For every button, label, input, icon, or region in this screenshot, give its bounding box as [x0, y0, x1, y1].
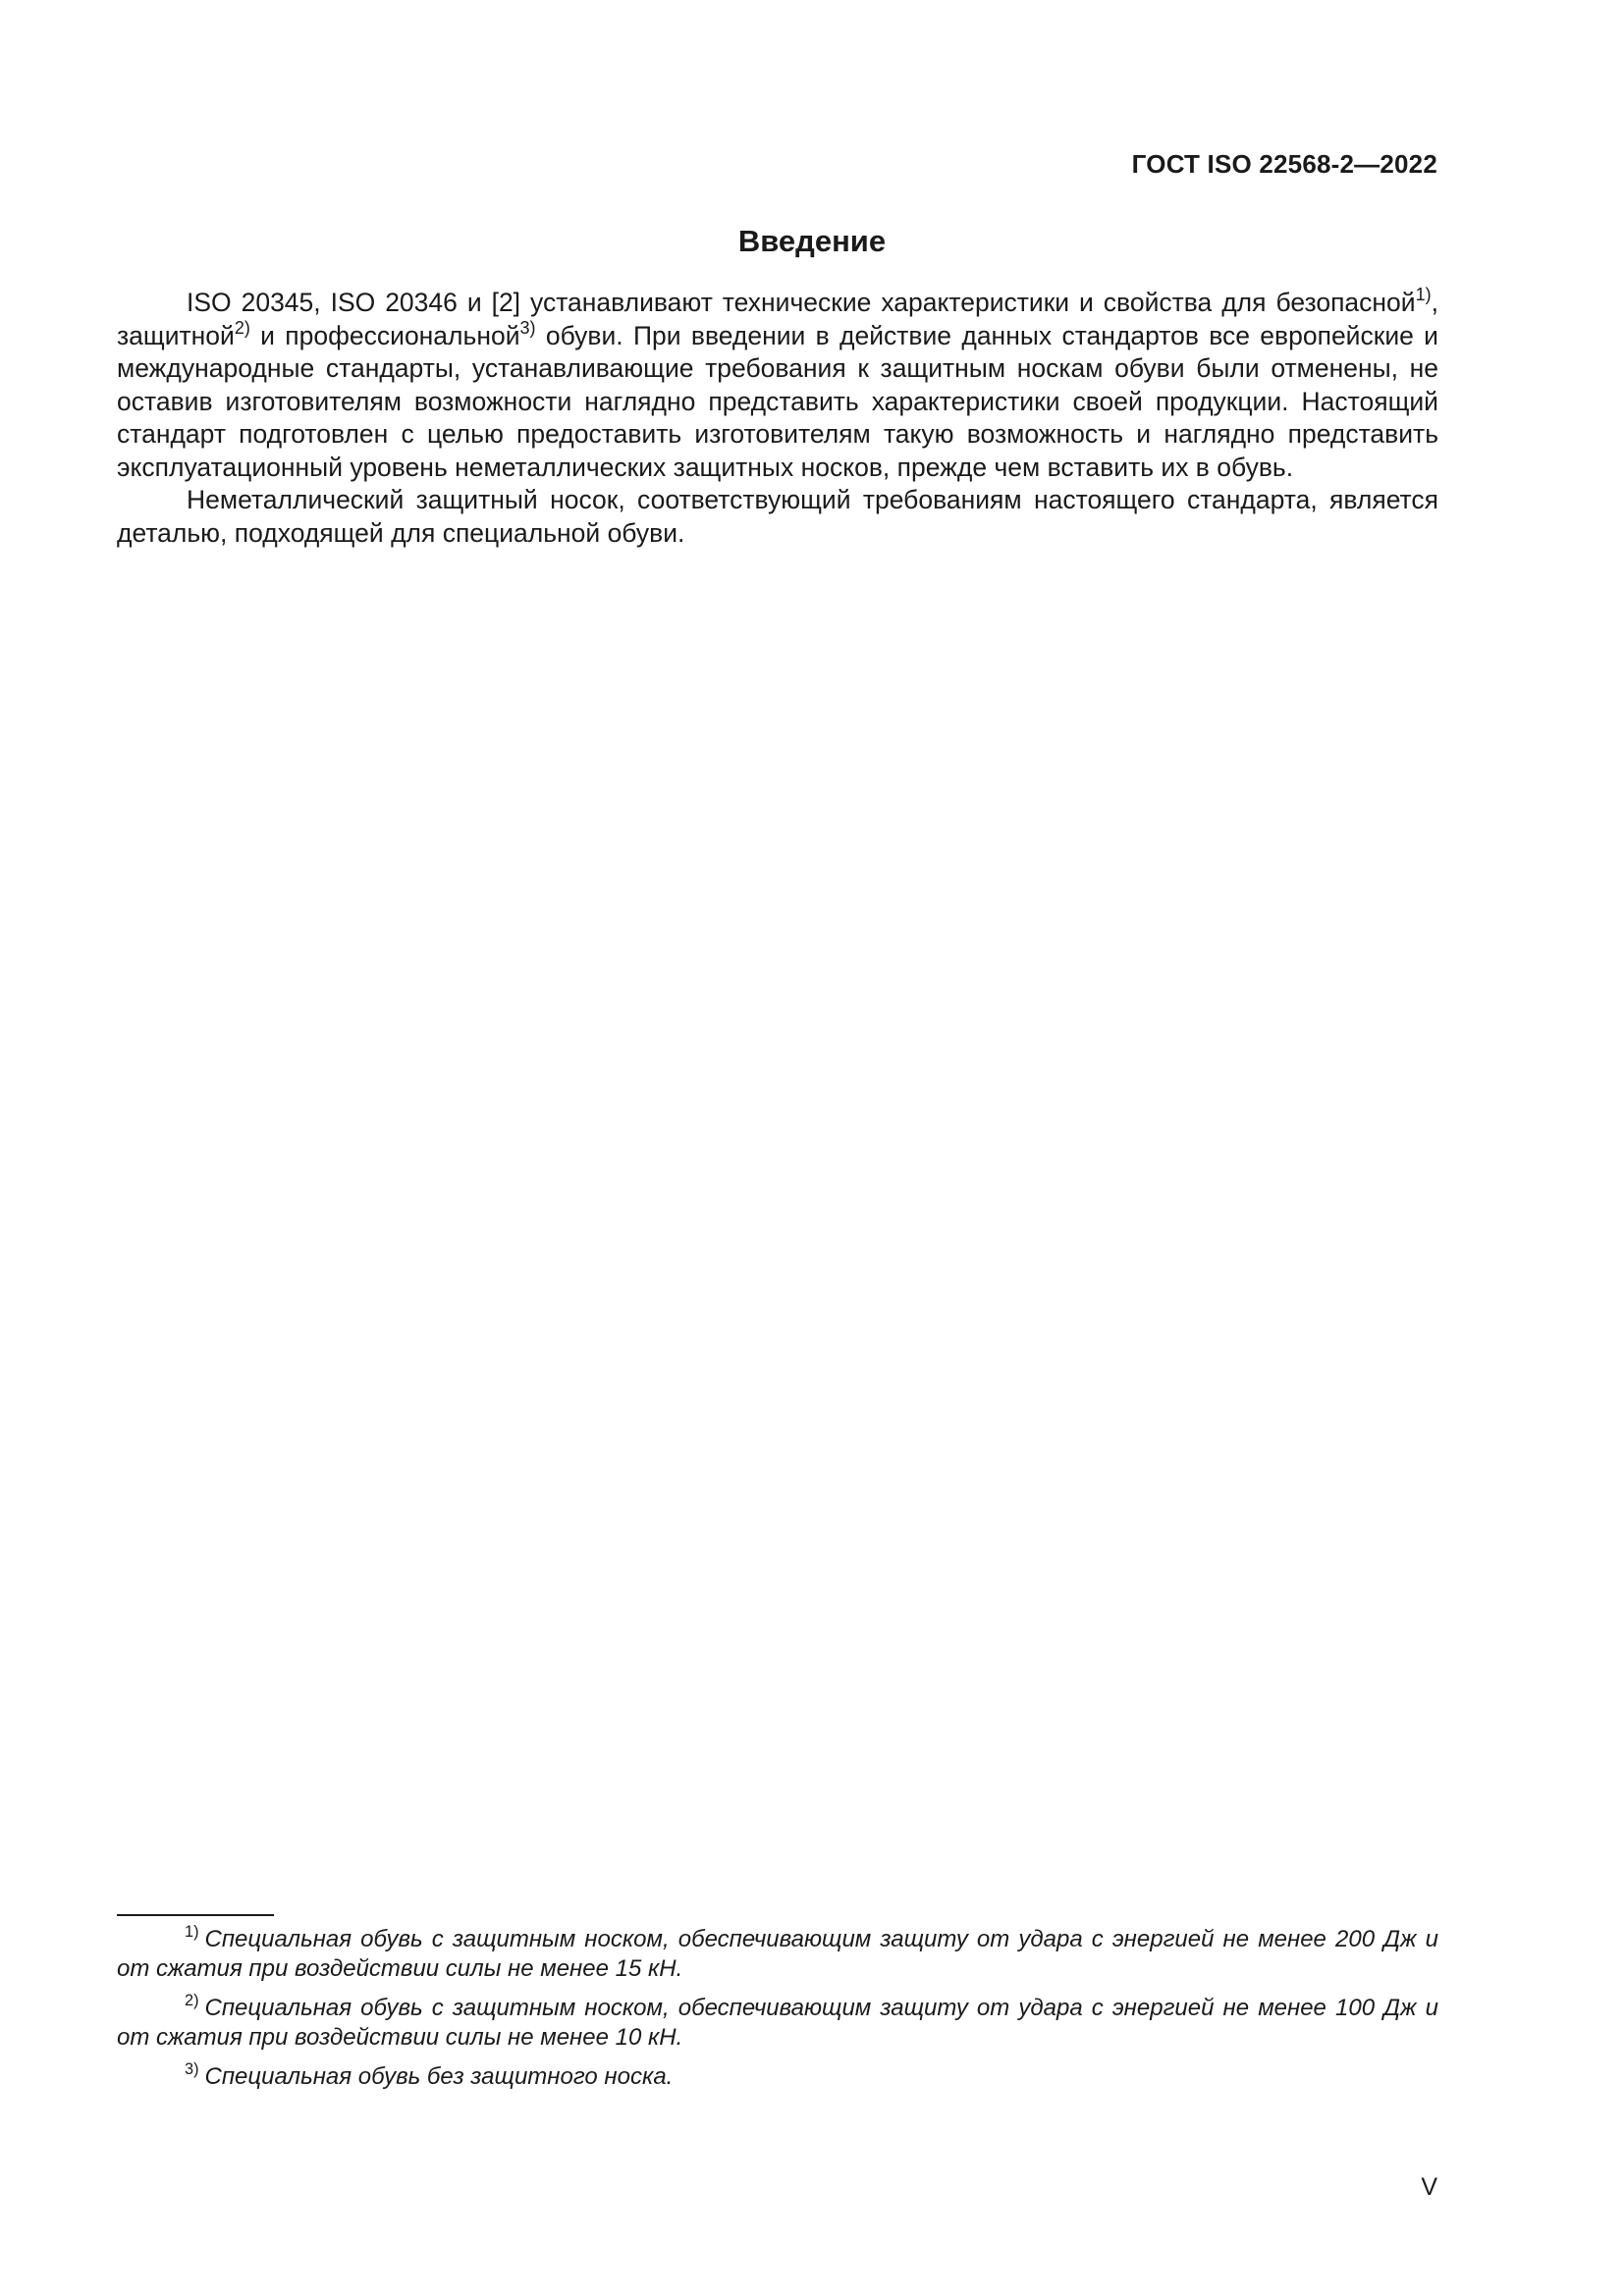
footnote-1-text: Специальная обувь с защитным носком, обеспечивающим защиту от удара с энергией не менее 200 Дж и от сжатия при воздействии силы не менее 15 кН.: [117, 1926, 1438, 1982]
footnote-1: [117, 1925, 1438, 1984]
paragraph-1-part-1: ISO 20345, ISO 20346 и [2] устанавливают технические характеристики и свойства для безопасной: [187, 288, 1416, 317]
footnote-separator: [117, 1914, 274, 1916]
footnote-ref-1[interactable]: 1): [1415, 285, 1432, 305]
footnote-3-mark: 3): [185, 2060, 199, 2079]
footnote-3: [117, 2062, 1438, 2092]
page-title: Введение: [737, 224, 887, 258]
paragraph-1-part-2: , защитной: [117, 288, 1438, 350]
footnote-1-mark: 1): [185, 1923, 199, 1942]
footnote-2: [117, 1994, 1438, 2053]
paragraph-1: [117, 287, 1438, 484]
body-text: [117, 287, 1438, 550]
footnotes: [117, 1925, 1438, 2102]
footnote-2-mark: 2): [185, 1992, 199, 2010]
paragraph-2: Неметаллический защитный носок, соответствующий требованиям настоящего стандарта, является деталью, подходящей для специальной обуви.: [117, 485, 1438, 548]
page-header: ГОСТ ISO 22568-2—2022: [1131, 149, 1437, 179]
footnote-ref-3[interactable]: 3): [519, 317, 536, 338]
footnote-2-text: Специальная обувь с защитным носком, обеспечивающим защиту от удара с энергией не менее 100 Дж и от сжатия при воздействии силы не менее 10 кН.: [117, 1995, 1438, 2051]
paragraph-1-part-4: обуви. При введении в действие данных стандартов все европейские и международные стандарты, устанавливающие требования к защитным носкам обуви были отменены, не оставив изготовителям возможности наглядно представить характеристики своей продукции. Настоящий стандарт подготовлен с целью предоставить изготовителям такую возможность и наглядно представить эксплуатационный уровень неметаллических защитных носков, прежде чем вставить их в обувь.: [117, 320, 1438, 482]
footnote-ref-2[interactable]: 2): [234, 317, 250, 338]
footnote-3-text: Специальная обувь без защитного носка.: [204, 2063, 674, 2090]
page-number: V: [1421, 2173, 1437, 2201]
paragraph-1-part-3: и профессиональной: [249, 320, 520, 350]
